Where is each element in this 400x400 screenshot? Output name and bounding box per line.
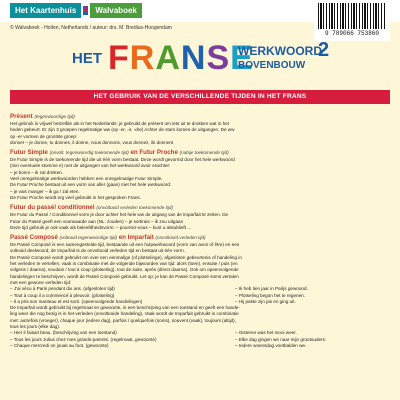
title-franse	[108, 38, 254, 78]
barcode-bars	[318, 3, 386, 29]
title-letter: E	[230, 39, 254, 77]
heading-text: Présent	[10, 113, 33, 120]
brand-right: Walvaboek	[90, 3, 142, 18]
text-line: ling weer die nog bezig is in het verleden (onvoltooide handeling). Vaak wordt de Imparfait gebruikt in combinatie	[10, 311, 239, 317]
example-nl: – Elke dag gingen we naar mijn grootouders.	[235, 336, 327, 342]
example-nl: – Hij pakte zijn jas en ging uit.	[235, 298, 296, 304]
text-line: Deze tijd gebruik je ook vaak als beleefdheidsvorm: – pourriez-vous – kunt u alstublieft ...	[10, 224, 192, 230]
text-line: De Passé Composé is een samengestelde tijd, bestaande uit een hulpwerkwoord (vorm van avoir of être) en een	[10, 242, 240, 248]
text-line: het verleden te vertellen, vaak in combinatie met de volgende bijwoorden van tijd: alors (toen), ensuite / puis (en	[10, 261, 238, 267]
heading-present	[10, 113, 392, 121]
heading-passe-compose	[10, 234, 392, 242]
brand-left: Het Kaartenhuis	[10, 3, 81, 18]
content-body	[10, 110, 392, 349]
text-line: De Passé Composé wordt gebruikt om over een eenmalige (of plotselinge), afgesloten gebeurtenis of handeling in	[10, 254, 242, 260]
text-line: Het gebruik is vrijwel hetzelfde als in het Nederlands: je gebruikt de présent om iets uit te drukken wat in het	[10, 121, 230, 126]
example-fr: – Hier il faisait beau. (beschrijving van een toestand)	[10, 330, 117, 336]
text-line: – je bonni – ik zal drinken.	[10, 169, 64, 175]
heading-text: Futur Simple	[10, 149, 48, 157]
heading-note: (nabije toekomende tijd)	[179, 150, 229, 156]
text-line: Futur du Passé geeft een voorwaarde aan (NL: zouden) – je sortirais – ik zou uitgaan	[10, 218, 184, 224]
example-nl: – Ik heb tien jaar in Parijs gewoond.	[235, 286, 308, 292]
example-fr: – Chaque mercredi on jouait au foot. (gewoonte)	[10, 342, 109, 348]
example-row	[10, 343, 392, 349]
text-line: De Futur Proche wordt erg veel gebruikt in het gesproken Frans.	[10, 194, 141, 200]
text-line: handelingen te beschrijven, wordt de Passé Composé gebruikt. Let op: je kan de Passé Composé soms vertalen	[10, 273, 239, 279]
title-bovenbouw: BOVENBOUW	[238, 60, 306, 71]
heading-note: (onvolt. tegenwoordig toekomende tijd)	[49, 150, 129, 156]
example-nl: – Plotseling begon het te regenen.	[235, 292, 305, 298]
example-fr: – Tous les jours Julius chez mes grands-parents. (regelmaat, gewoonte)	[10, 336, 157, 342]
text-line: De Futur Proche bestaat uit een vorm van aller (gaan) met het hele werkwoord:	[10, 182, 172, 188]
barcode	[314, 1, 390, 41]
title-letter: R	[129, 39, 156, 77]
heading-note: (tegenwoordige tijd)	[34, 114, 75, 119]
text-line: volgens / daarna), soudain / tout à coup (plotseling), tout de suite, après (direct daarna). Ook om opeenvolgende	[10, 267, 239, 273]
text-line: met een gewone verleden tijd:	[10, 279, 72, 285]
example-nl: – Iedere woensdag voetbalden we.	[235, 342, 307, 348]
text-line: – je vais manger – ik ga / zal eten.	[10, 188, 80, 194]
title-letter: A	[155, 39, 181, 77]
heading-futur	[10, 149, 392, 157]
brand-blocks-icon	[83, 6, 88, 15]
heading-text: en Futur Proche	[128, 149, 180, 157]
example-fr: – J'ai vécu à Paris pendant dix ans. (afgesloten tijd)	[10, 286, 115, 292]
text-line: donner – je donne, tu donnes, il donne, nous donnons, vous donnez, ils donnent	[10, 139, 174, 145]
title-het: HET	[72, 50, 102, 67]
text-line: met: autrefois (vroeger), chaque jour (iedere dag), parfois / quelquefois (soms), souvent (vaak), toujours (altijd),	[10, 317, 236, 323]
publisher-line: © Walvaboek - Holten, Netherlands / auteur: drs. M. Bredius-Hoogendam	[10, 25, 172, 31]
text-line: heden gebeurt. Er zijn 3 groepen regelmatige ww (op -er, -ir, -dre) Achter de stam komen de uitgangen. De ww	[10, 127, 235, 133]
text-line: De Futur du Passé / Conditionnel vorm je door achter het hele ww de uitgang van de imparfait te zetten. De	[10, 212, 229, 218]
title-letter: F	[108, 39, 130, 77]
example-fr: – Tout à coup il a commencé à pleuvoir. (plotseling)	[10, 292, 115, 298]
heading-note: (onvoltooid verleden toekomende tijd)	[96, 205, 173, 211]
example-nl: – Gisteren was het mooi weer.	[235, 330, 297, 336]
title-number: 2	[318, 39, 330, 61]
cover-title	[72, 38, 400, 78]
heading-text: Passé Composé	[10, 234, 58, 242]
example-fr: – Il a pris son manteau et est sorti. (opeenvolgende handelingen)	[10, 298, 143, 304]
subtitle-banner: HET GEBRUIK VAN DE VERSCHILLENDE TIJDEN IN HET FRANS	[10, 90, 390, 104]
title-werkwoord: WERKWOORD	[238, 44, 322, 58]
text-line: tous les jours (elke dag).	[10, 324, 61, 330]
title-letter: S	[206, 39, 231, 77]
barcode-number: 9 789066 753860	[324, 30, 379, 37]
heading-note: (onvoltooid verleden tijd)	[155, 235, 206, 241]
text-line: Veel onregelmatige werkwoorden hebben een onregelmatige Futur Simple.	[10, 176, 163, 182]
text-line: voltooid deelwoord; de Imparfait is de onvoltooid verleden tijd en bestaat uit één vorm.	[10, 248, 185, 254]
heading-text: en Imparfait	[117, 234, 156, 242]
brand-logo	[10, 3, 142, 18]
title-letter: N	[180, 39, 207, 77]
heading-futur-du-passe	[10, 204, 392, 212]
text-line: (min eventuele stomme e) met de uitgangen van het werkwoord avoir erachter:	[10, 163, 171, 169]
heading-note: (voltooid tegenwoordige tijd)	[59, 235, 118, 241]
text-line: De Imparfait wordt gebruikt bij regelmaat en gewoonte, in een beschrijving van een toestand en geeft een hande-	[10, 305, 240, 311]
text-line: De Futur Simple is de toekomende tijd die uit één vorm bestaat. Deze wordt gevormd door het hele werkwoord	[10, 157, 235, 163]
text-line: op -er vormen de grootste groep:	[10, 133, 78, 139]
heading-text: Futur du passé/ conditionnel	[10, 204, 95, 212]
